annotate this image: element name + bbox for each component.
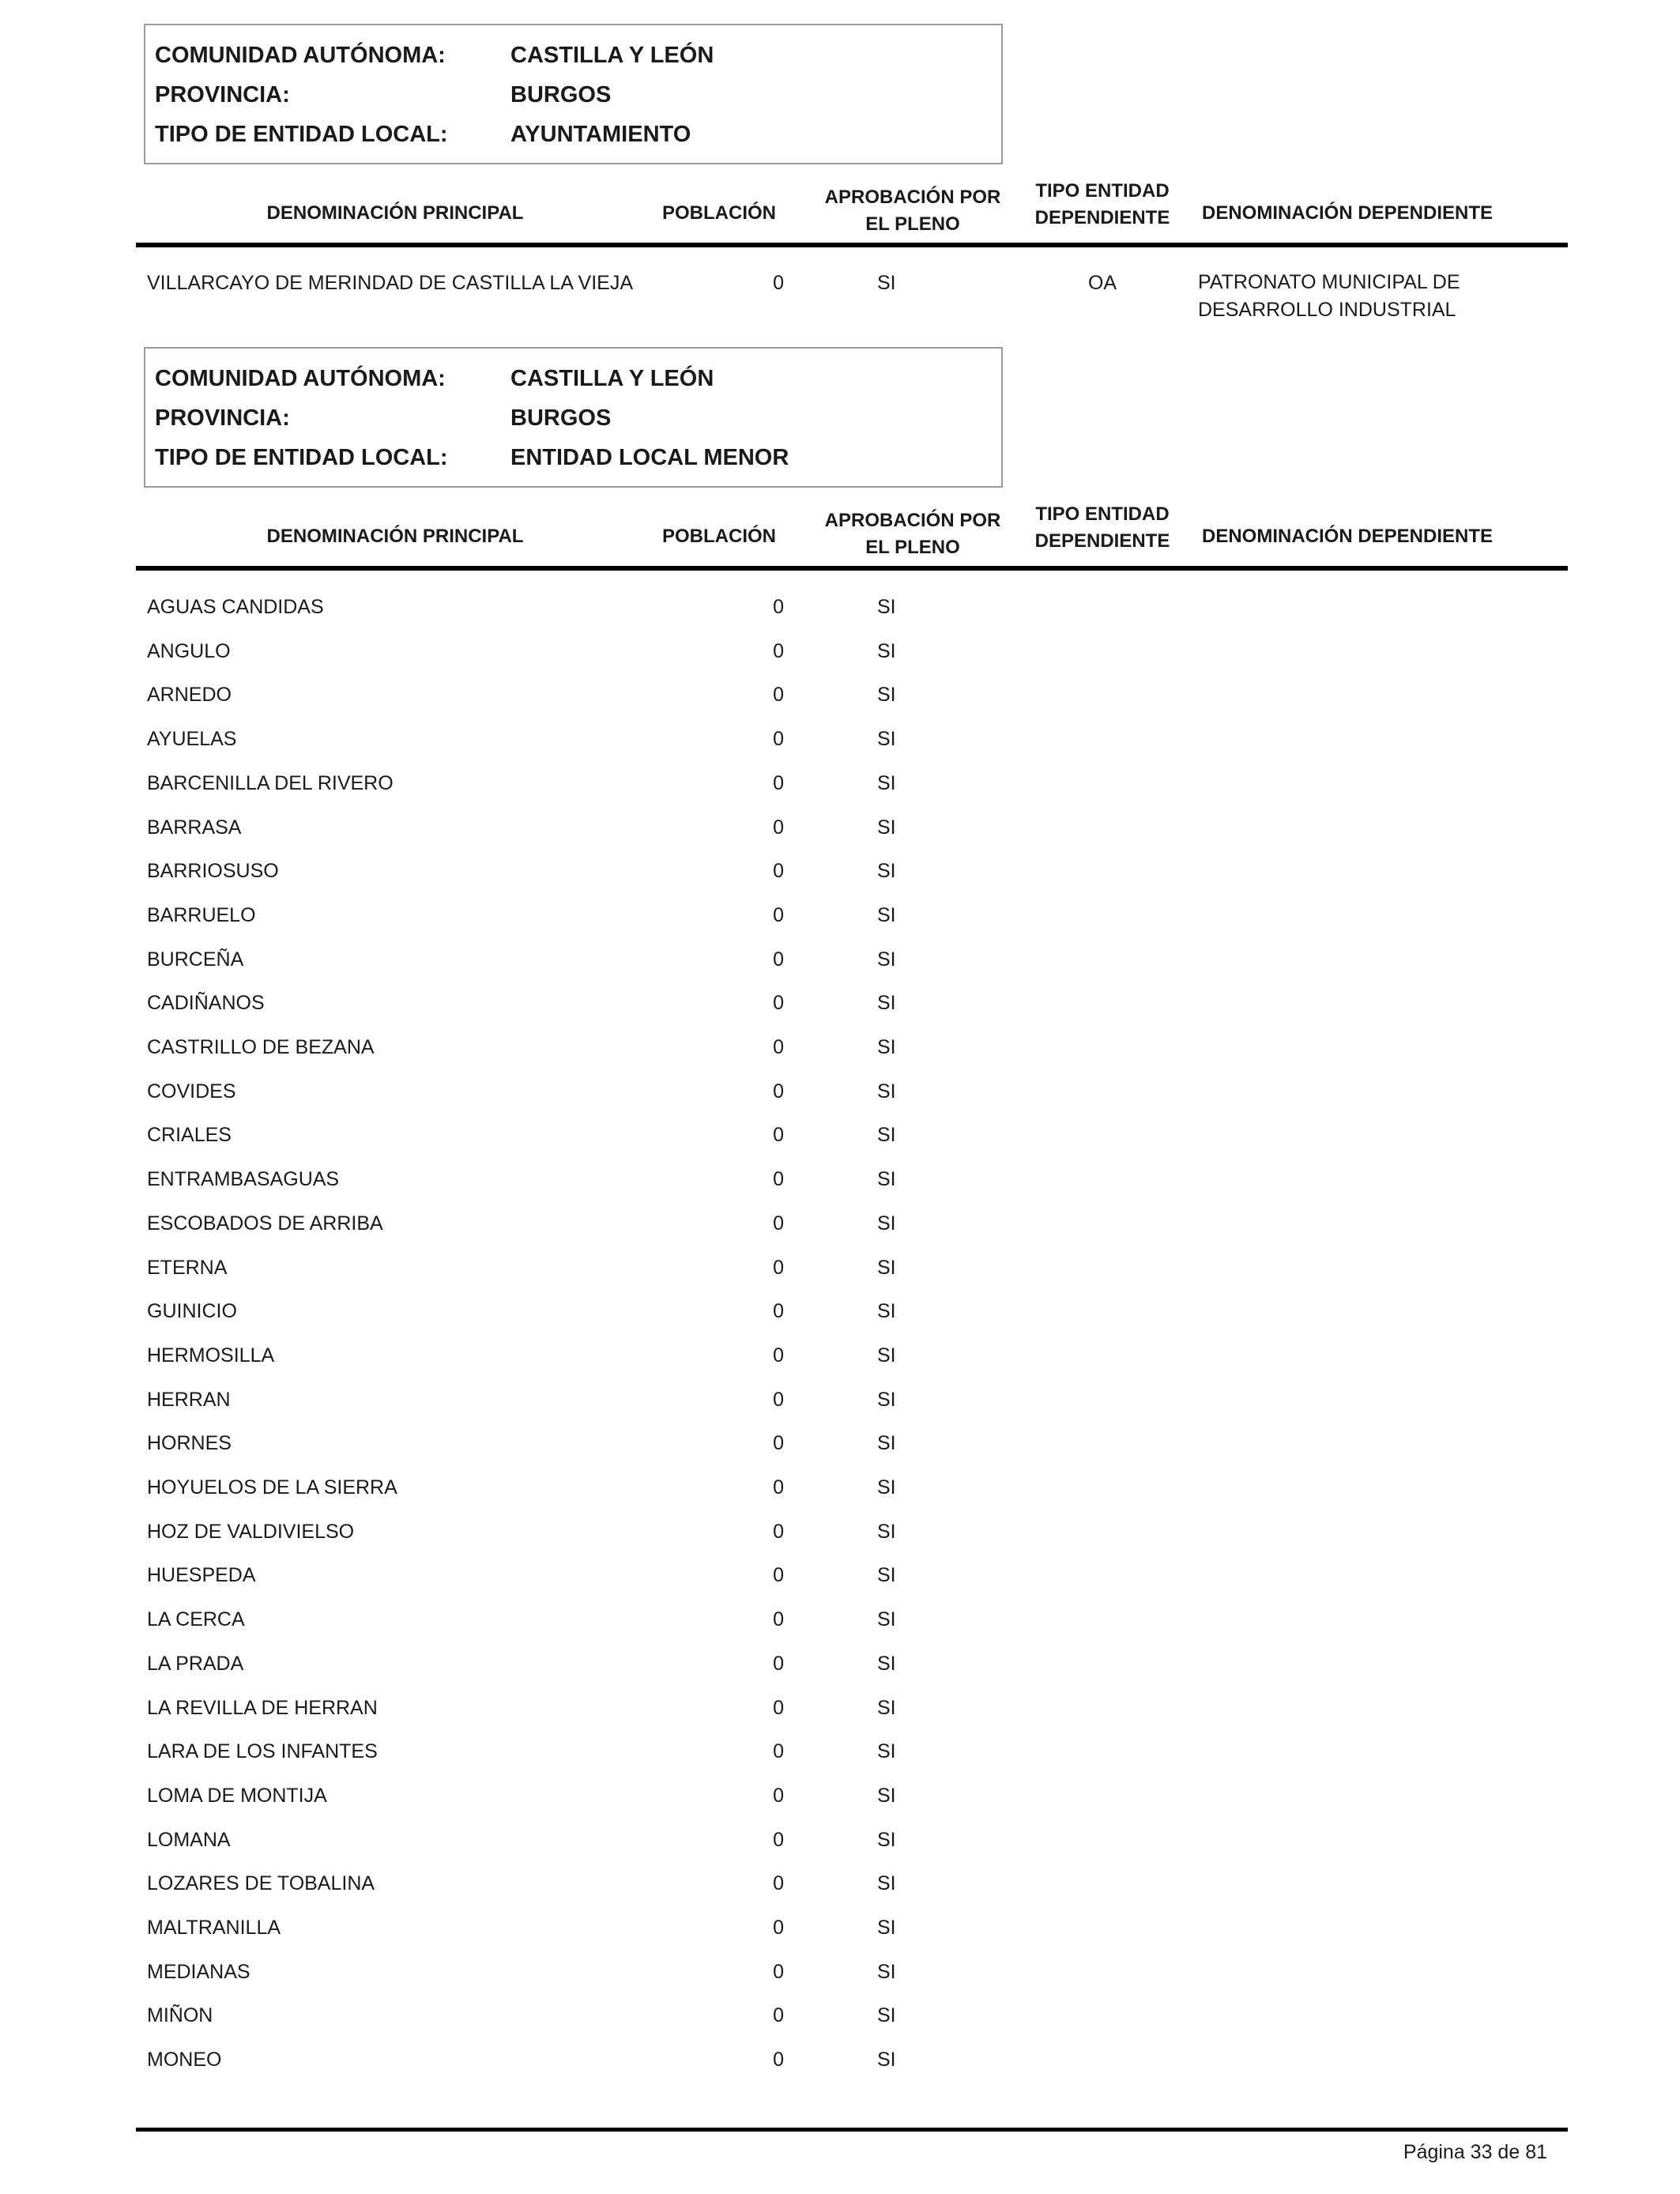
tipo-entidad-label: TIPO DE ENTIDAD LOCAL: xyxy=(155,122,448,147)
row-aprobacion: SI xyxy=(877,1740,896,1762)
row-tipo-entidad: OA xyxy=(1087,272,1117,294)
entity-info-box-2 xyxy=(144,347,1003,488)
row-name: LOMA DE MONTIJA xyxy=(147,1785,327,1807)
row-aprobacion: SI xyxy=(877,1785,896,1807)
row-aprobacion: SI xyxy=(877,1608,896,1630)
row-name: LA REVILLA DE HERRAN xyxy=(147,1697,378,1719)
comunidad-value: CASTILLA Y LEÓN xyxy=(510,43,714,68)
page-number: Página 33 de 81 xyxy=(1403,2141,1547,2163)
row-aprobacion: SI xyxy=(877,772,896,794)
row-name: HORNES xyxy=(147,1432,232,1454)
provincia-value: BURGOS xyxy=(510,82,612,107)
row-poblacion: 0 xyxy=(773,1653,784,1675)
row-aprobacion: SI xyxy=(877,816,896,839)
row-poblacion: 0 xyxy=(773,1697,784,1719)
header-tipo-entidad: TIPO ENTIDAD DEPENDIENTE xyxy=(1034,503,1170,552)
row-poblacion: 0 xyxy=(773,1872,784,1894)
row-poblacion: 0 xyxy=(773,772,784,794)
row-poblacion: 0 xyxy=(773,1168,784,1190)
row-poblacion: 0 xyxy=(773,1300,784,1322)
header-denominacion-principal: DENOMINACIÓN PRINCIPAL xyxy=(266,526,524,547)
provincia-label: PROVINCIA: xyxy=(155,405,290,431)
row-aprobacion: SI xyxy=(877,1124,896,1146)
row-name: HOZ DE VALDIVIELSO xyxy=(147,1521,355,1543)
row-aprobacion: SI xyxy=(877,1564,896,1586)
row-aprobacion: SI xyxy=(877,1168,896,1190)
row-name: ETERNA xyxy=(147,1257,228,1279)
row-poblacion: 0 xyxy=(773,1476,784,1498)
tipo-entidad-value: ENTIDAD LOCAL MENOR xyxy=(510,445,789,470)
row-aprobacion: SI xyxy=(877,1344,896,1367)
row-name: VILLARCAYO DE MERINDAD DE CASTILLA LA VIEJA xyxy=(147,272,634,294)
row-aprobacion: SI xyxy=(877,1476,896,1498)
row-aprobacion: SI xyxy=(877,2004,896,2026)
row-aprobacion: SI xyxy=(877,1917,896,1939)
row-denominacion-dependiente: PATRONATO MUNICIPAL DE DESARROLLO INDUSTRIAL xyxy=(1198,271,1460,321)
header-tipo-entidad: TIPO ENTIDAD DEPENDIENTE xyxy=(1034,180,1170,228)
row-poblacion: 0 xyxy=(773,1036,784,1058)
row-aprobacion: SI xyxy=(877,1300,896,1322)
row-name: BARRUELO xyxy=(147,904,256,926)
header-rule-1 xyxy=(136,243,1568,247)
provincia-label: PROVINCIA: xyxy=(155,82,290,107)
row-poblacion: 0 xyxy=(773,2004,784,2026)
comunidad-label: COMUNIDAD AUTÓNOMA: xyxy=(155,366,446,391)
row-poblacion: 0 xyxy=(773,1917,784,1939)
row-aprobacion: SI xyxy=(877,992,896,1014)
row-poblacion: 0 xyxy=(773,1257,784,1279)
row-name: AYUELAS xyxy=(147,728,237,750)
row-poblacion: 0 xyxy=(773,1432,784,1454)
row-aprobacion: SI xyxy=(877,1036,896,1058)
row-name: BURCEÑA xyxy=(147,948,244,971)
row-aprobacion: SI xyxy=(877,860,896,882)
header-denominacion-dependiente: DENOMINACIÓN DEPENDIENTE xyxy=(1201,202,1494,224)
header-poblacion: POBLACIÓN xyxy=(662,202,776,224)
row-name: BARRASA xyxy=(147,816,242,839)
row-name: ESCOBADOS DE ARRIBA xyxy=(147,1212,383,1235)
row-name: ANGULO xyxy=(147,640,231,662)
row-name: CASTRILLO DE BEZANA xyxy=(147,1036,375,1058)
row-aprobacion: SI xyxy=(877,1432,896,1454)
row-poblacion: 0 xyxy=(773,1124,784,1146)
row-name: LA CERCA xyxy=(147,1608,245,1630)
row-poblacion: 0 xyxy=(773,1785,784,1807)
row-aprobacion: SI xyxy=(877,728,896,750)
row-poblacion: 0 xyxy=(773,1212,784,1235)
provincia-value: BURGOS xyxy=(510,405,612,431)
row-aprobacion: SI xyxy=(877,1961,896,1983)
row-name: HERMOSILLA xyxy=(147,1344,275,1367)
row-poblacion: 0 xyxy=(773,1961,784,1983)
row-name: CRIALES xyxy=(147,1124,232,1146)
tipo-entidad-label: TIPO DE ENTIDAD LOCAL: xyxy=(155,445,448,470)
row-name: BARCENILLA DEL RIVERO xyxy=(147,772,394,794)
row-poblacion: 0 xyxy=(773,2049,784,2071)
comunidad-label: COMUNIDAD AUTÓNOMA: xyxy=(155,43,446,68)
row-poblacion: 0 xyxy=(773,728,784,750)
row-aprobacion: SI xyxy=(877,948,896,971)
row-name: ENTRAMBASAGUAS xyxy=(147,1168,340,1190)
row-name: ARNEDO xyxy=(147,684,232,706)
row-name: MALTRANILLA xyxy=(147,1917,281,1939)
header-rule-2 xyxy=(136,566,1568,571)
row-aprobacion: SI xyxy=(877,1389,896,1411)
row-aprobacion: SI xyxy=(877,1697,896,1719)
header-aprobacion: APROBACIÓN POR EL PLENO xyxy=(824,510,1001,558)
row-name: COVIDES xyxy=(147,1080,236,1103)
header-poblacion: POBLACIÓN xyxy=(662,526,776,547)
row-poblacion: 0 xyxy=(773,272,784,294)
row-name: HERRAN xyxy=(147,1389,231,1411)
row-aprobacion: SI xyxy=(877,1212,896,1235)
row-aprobacion: SI xyxy=(877,1872,896,1894)
row-aprobacion: SI xyxy=(877,2049,896,2071)
row-name: LOMANA xyxy=(147,1829,231,1851)
row-name: MEDIANAS xyxy=(147,1961,250,1983)
row-poblacion: 0 xyxy=(773,860,784,882)
row-poblacion: 0 xyxy=(773,1829,784,1851)
row-name: LA PRADA xyxy=(147,1653,244,1675)
row-poblacion: 0 xyxy=(773,684,784,706)
row-name: LARA DE LOS INFANTES xyxy=(147,1740,378,1762)
row-name: HUESPEDA xyxy=(147,1564,256,1586)
row-name: HOYUELOS DE LA SIERRA xyxy=(147,1476,397,1498)
row-aprobacion: SI xyxy=(877,596,896,618)
row-poblacion: 0 xyxy=(773,1521,784,1543)
row-poblacion: 0 xyxy=(773,596,784,618)
row-poblacion: 0 xyxy=(773,1080,784,1103)
row-name: BARRIOSUSO xyxy=(147,860,279,882)
row-poblacion: 0 xyxy=(773,904,784,926)
row-name: MONEO xyxy=(147,2049,222,2071)
row-poblacion: 0 xyxy=(773,640,784,662)
row-poblacion: 0 xyxy=(773,816,784,839)
row-poblacion: 0 xyxy=(773,992,784,1014)
row-aprobacion: SI xyxy=(877,272,896,294)
header-aprobacion: APROBACIÓN POR EL PLENO xyxy=(824,187,1001,235)
entity-info-box-1 xyxy=(144,24,1003,164)
row-name: AGUAS CANDIDAS xyxy=(147,596,324,618)
row-name: CADIÑANOS xyxy=(147,992,265,1014)
row-aprobacion: SI xyxy=(877,1829,896,1851)
row-aprobacion: SI xyxy=(877,1080,896,1103)
row-aprobacion: SI xyxy=(877,640,896,662)
row-poblacion: 0 xyxy=(773,948,784,971)
row-name: LOZARES DE TOBALINA xyxy=(147,1872,375,1894)
comunidad-value: CASTILLA Y LEÓN xyxy=(510,366,714,391)
row-aprobacion: SI xyxy=(877,1257,896,1279)
row-aprobacion: SI xyxy=(877,904,896,926)
header-denominacion-principal: DENOMINACIÓN PRINCIPAL xyxy=(266,202,524,224)
row-aprobacion: SI xyxy=(877,1521,896,1543)
row-poblacion: 0 xyxy=(773,1740,784,1762)
row-poblacion: 0 xyxy=(773,1389,784,1411)
row-poblacion: 0 xyxy=(773,1564,784,1586)
row-aprobacion: SI xyxy=(877,684,896,706)
row-name: GUINICIO xyxy=(147,1300,237,1322)
header-denominacion-dependiente: DENOMINACIÓN DEPENDIENTE xyxy=(1201,526,1494,547)
row-name: MIÑON xyxy=(147,2004,213,2026)
footer-rule xyxy=(136,2128,1568,2132)
tipo-entidad-value: AYUNTAMIENTO xyxy=(510,122,691,147)
row-poblacion: 0 xyxy=(773,1344,784,1367)
row-poblacion: 0 xyxy=(773,1608,784,1630)
row-aprobacion: SI xyxy=(877,1653,896,1675)
